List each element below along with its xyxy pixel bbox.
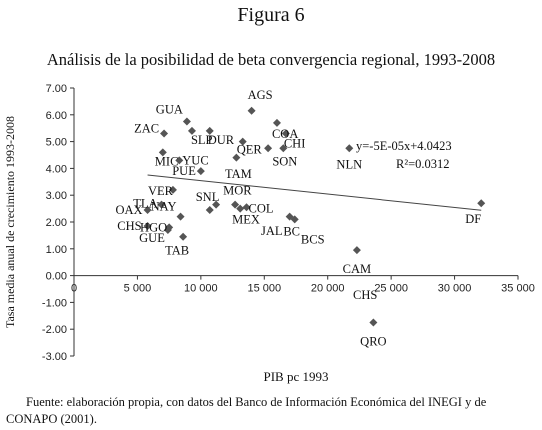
- point-label: QRO: [360, 334, 387, 349]
- point-label: CAM: [342, 262, 372, 277]
- x-axis-label: PIB pc 1993: [263, 369, 329, 384]
- point-label: VER: [147, 183, 173, 198]
- point-label: DUR: [207, 132, 235, 147]
- point-label: SLP: [190, 132, 213, 147]
- tick-labels: [42, 83, 535, 363]
- y-axis-label: Tasa media anual de crecimiento 1993-2008: [3, 115, 17, 329]
- data-point: [248, 107, 256, 115]
- point-label: MEX: [232, 212, 260, 227]
- data-point: [183, 118, 191, 126]
- point-label: OAX: [115, 202, 143, 217]
- point-label: HGO: [140, 220, 168, 235]
- x-tick-label: 0: [70, 282, 78, 295]
- x-tick-label: 30 000: [437, 282, 472, 295]
- point-label: BC: [283, 224, 301, 239]
- point-label: SNL: [195, 189, 220, 204]
- data-point: [264, 144, 272, 152]
- point-label: SON: [272, 154, 298, 169]
- source-note: Fuente: elaboración propia, con datos del Banco de Información Económica del INEGI y de CONAPO (2001).: [6, 395, 487, 426]
- point-label: ZAC: [134, 121, 160, 136]
- point-label: COA: [271, 126, 299, 141]
- point-label-chs-2: CHS: [353, 288, 378, 302]
- point-label: QER: [236, 142, 262, 157]
- point-label-tam: TAM: [225, 167, 252, 181]
- data-point: [477, 199, 485, 207]
- point-label: YUC: [182, 153, 209, 168]
- figure-label: Figura 6: [237, 4, 305, 26]
- y-tick-label: 5.00: [45, 136, 67, 149]
- data-point: [179, 233, 187, 241]
- y-tick-label: 1.00: [45, 243, 67, 256]
- point-label: NAY: [150, 199, 177, 214]
- point-labels: [115, 88, 481, 349]
- x-tick-label: 15 000: [247, 282, 282, 295]
- point-label: GUE: [139, 231, 165, 246]
- r-squared-label: R²=0.0312: [396, 157, 450, 171]
- point-label: GUA: [155, 102, 183, 117]
- x-tick-label: 20 000: [310, 282, 345, 295]
- x-tick-label: 5 000: [123, 282, 152, 295]
- y-tick-label: -3.00: [41, 351, 67, 363]
- point-label: MOR: [223, 183, 252, 198]
- y-tick-label: -1.00: [41, 297, 67, 310]
- data-point: [177, 213, 185, 221]
- trendline-equation: y=-5E-05x+4.0423: [356, 139, 452, 153]
- chart-title: Análisis de la posibilidad de beta convergencia regional, 1993-2008: [46, 50, 496, 69]
- data-point: [345, 144, 353, 152]
- y-tick-label: 6.00: [45, 109, 67, 122]
- point-label: AGS: [247, 87, 273, 102]
- point-label: DF: [465, 212, 482, 227]
- data-point: [160, 130, 168, 138]
- point-label: TAB: [165, 243, 190, 258]
- point-label: CHI: [283, 136, 306, 151]
- y-tick-label: 2.00: [45, 217, 67, 229]
- y-tick-label: 3.00: [45, 190, 67, 203]
- point-label: PUE: [172, 164, 196, 179]
- data-point: [273, 119, 281, 127]
- y-tick-label: 0.00: [45, 270, 67, 283]
- x-tick-label: 10 000: [184, 282, 218, 295]
- point-label: CHS: [117, 219, 142, 234]
- data-point: [197, 167, 205, 175]
- point-label-jal: JAL: [261, 224, 283, 238]
- point-label: COL: [248, 201, 274, 216]
- data-point: [369, 319, 377, 327]
- point-label: NLN: [336, 157, 363, 172]
- x-tick-label: 25 000: [374, 282, 408, 295]
- data-point: [353, 246, 361, 254]
- y-tick-label: 4.00: [45, 163, 67, 176]
- x-tick-label: 35 000: [501, 282, 535, 295]
- y-tick-label: -2.00: [41, 324, 67, 337]
- point-label: TLA: [133, 196, 158, 211]
- data-point: [206, 206, 214, 214]
- point-label: MIC: [154, 154, 179, 169]
- point-label: BCS: [300, 232, 325, 247]
- y-tick-label: 7.00: [45, 83, 67, 95]
